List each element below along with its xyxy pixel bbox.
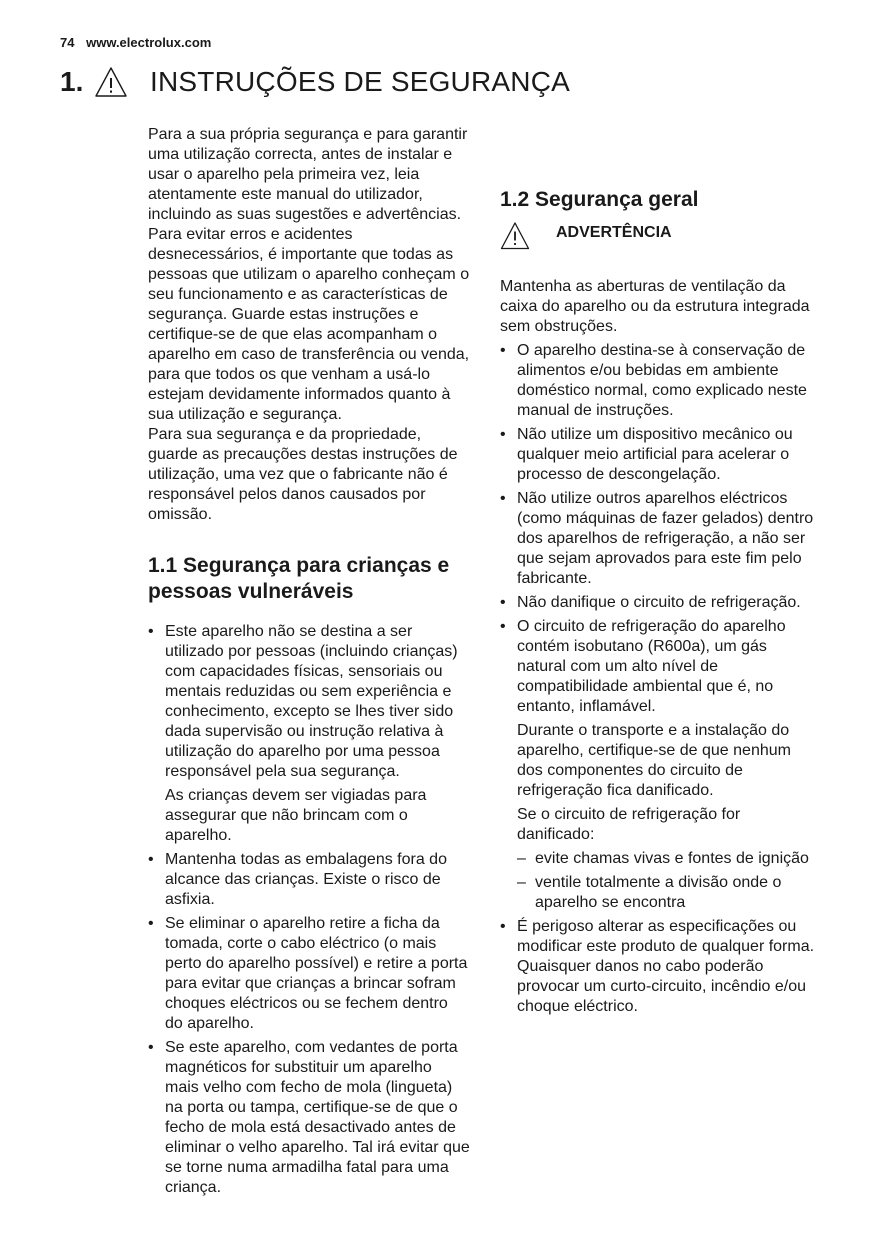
list-item: • Não utilize outros aparelhos eléctricos (como máquinas de fazer gelados) dentro dos aparelhos de refrigeração, a não ser que sejam aprovados para este fim pelo fabricante.	[500, 489, 820, 589]
section-1-2-title: Segurança geral	[535, 188, 699, 211]
section-1-2-heading	[500, 187, 820, 213]
website-url[interactable]: www.electrolux.com	[86, 35, 212, 50]
page-header	[60, 35, 211, 50]
intro-paragraph-2: Para sua segurança e da propriedade, guarde as precauções destas instruções de utilização, uma vez que o fabricante não é responsável pelos danos causados por omissão.	[148, 426, 458, 523]
list-item: • O circuito de refrigeração do aparelho contém isobutano (R600a), um gás natural com um alto nível de compatibilidade ambiental que é, no entanto, inflamável. Durante o transporte e a instalação do aparelho, certifique-se de que nenhum dos componentes do circuito de refrigeração fica danificado. Se o circuito de refrigeração for danificado: – evite chamas vivas e fontes de ignição – ventile totalmente a divisão onde o aparelho se encontra	[500, 617, 820, 913]
warning-notice	[500, 223, 820, 251]
chapter-title: INSTRUÇÕES DE SEGURANÇA	[150, 66, 570, 97]
general-safety-list	[500, 341, 820, 1017]
warning-triangle-icon	[500, 221, 530, 251]
chapter-number: 1.	[60, 66, 84, 97]
list-item: • Não utilize um dispositivo mecânico ou qualquer meio artificial para acelerar o processo de descongelação.	[500, 425, 820, 485]
section-1-2-number: 1.2	[500, 188, 530, 211]
list-item: • É perigoso alterar as especificações ou modificar este produto de qualquer forma. Quaisquer danos no cabo poderão provocar um curto-circuito, incêndio e/ou choque eléctrico.	[500, 917, 820, 1017]
section-1-1-heading	[148, 553, 470, 605]
list-item: • Se este aparelho, com vedantes de porta magnéticos for substituir um aparelho mais velho com fecho de mola (lingueta) na porta ou tampa, certifique-se de que o fecho de mola está desactivado antes de eliminar o velho aparelho. Tal irá evitar que se torne numa armadilha fatal para uma criança.	[148, 1038, 470, 1198]
list-item-subparagraph: As crianças devem ser vigiadas para assegurar que não brincam com o aparelho.	[165, 787, 427, 844]
general-safety-intro: Mantenha as aberturas de ventilação da caixa do aparelho ou da estrutura integrada sem obstruções.	[500, 278, 810, 335]
chapter-heading	[60, 62, 570, 102]
list-item-subparagraph: Durante o transporte e a instalação do aparelho, certifique-se de que nenhum dos componentes do circuito de refrigeração fica danificado.	[517, 722, 791, 799]
right-column	[500, 125, 820, 1021]
list-item: • Mantenha todas as embalagens fora do alcance das crianças. Existe o risco de asfixia.	[148, 850, 470, 910]
dash-item: – ventile totalmente a divisão onde o aparelho se encontra	[517, 873, 820, 913]
warning-label: ADVERTÊNCIA	[556, 224, 672, 241]
dash-item: – evite chamas vivas e fontes de ignição	[517, 849, 820, 869]
list-item: • Não danifique o circuito de refrigeração.	[500, 593, 820, 613]
section-1-1-number: 1.1	[148, 554, 178, 577]
child-safety-list	[148, 622, 470, 1198]
section-1-1-title: Segurança para crianças e pessoas vulneráveis	[148, 554, 450, 603]
list-item: • O aparelho destina-se à conservação de alimentos e/ou bebidas em ambiente doméstico normal, como explicado neste manual de instruções.	[500, 341, 820, 421]
warning-triangle-icon	[94, 66, 128, 98]
dash-list	[517, 849, 820, 913]
left-column	[148, 125, 470, 1198]
list-item-subparagraph: Se o circuito de refrigeração for danificado:	[517, 806, 741, 843]
list-item: • Este aparelho não se destina a ser utilizado por pessoas (incluindo crianças) com capacidades físicas, sensoriais ou mentais reduzidas ou sem experiência e conhecimento, excepto se lhes tiver sido dada supervisão ou instrução relativa à utilização do aparelho por uma pessoa responsável pela sua segurança. As crianças devem ser vigiadas para assegurar que não brincam com o aparelho.	[148, 622, 470, 846]
intro-paragraph-1: Para a sua própria segurança e para garantir uma utilização correcta, antes de instalar e usar o aparelho pela primeira vez, leia atentamente este manual do utilizador, incluindo as suas sugestões e advertências. Para evitar erros e acidentes desnecessários, é importante que todas as pessoas que utilizam o aparelho conheçam o seu funcionamento e as características de segurança. Guarde estas instruções e certifique-se de que elas acompanham o aparelho em caso de transferência ou venda, para que todos os que venham a usá-lo estejam devidamente informados quanto à sua utilização e segurança.	[148, 126, 470, 423]
list-item: • Se eliminar o aparelho retire a ficha da tomada, corte o cabo eléctrico (o mais perto do aparelho possível) e retire a porta para evitar que crianças a brincar sofram choques eléctricos ou se fechem dentro do aparelho.	[148, 914, 470, 1034]
page-number: 74	[60, 35, 75, 50]
